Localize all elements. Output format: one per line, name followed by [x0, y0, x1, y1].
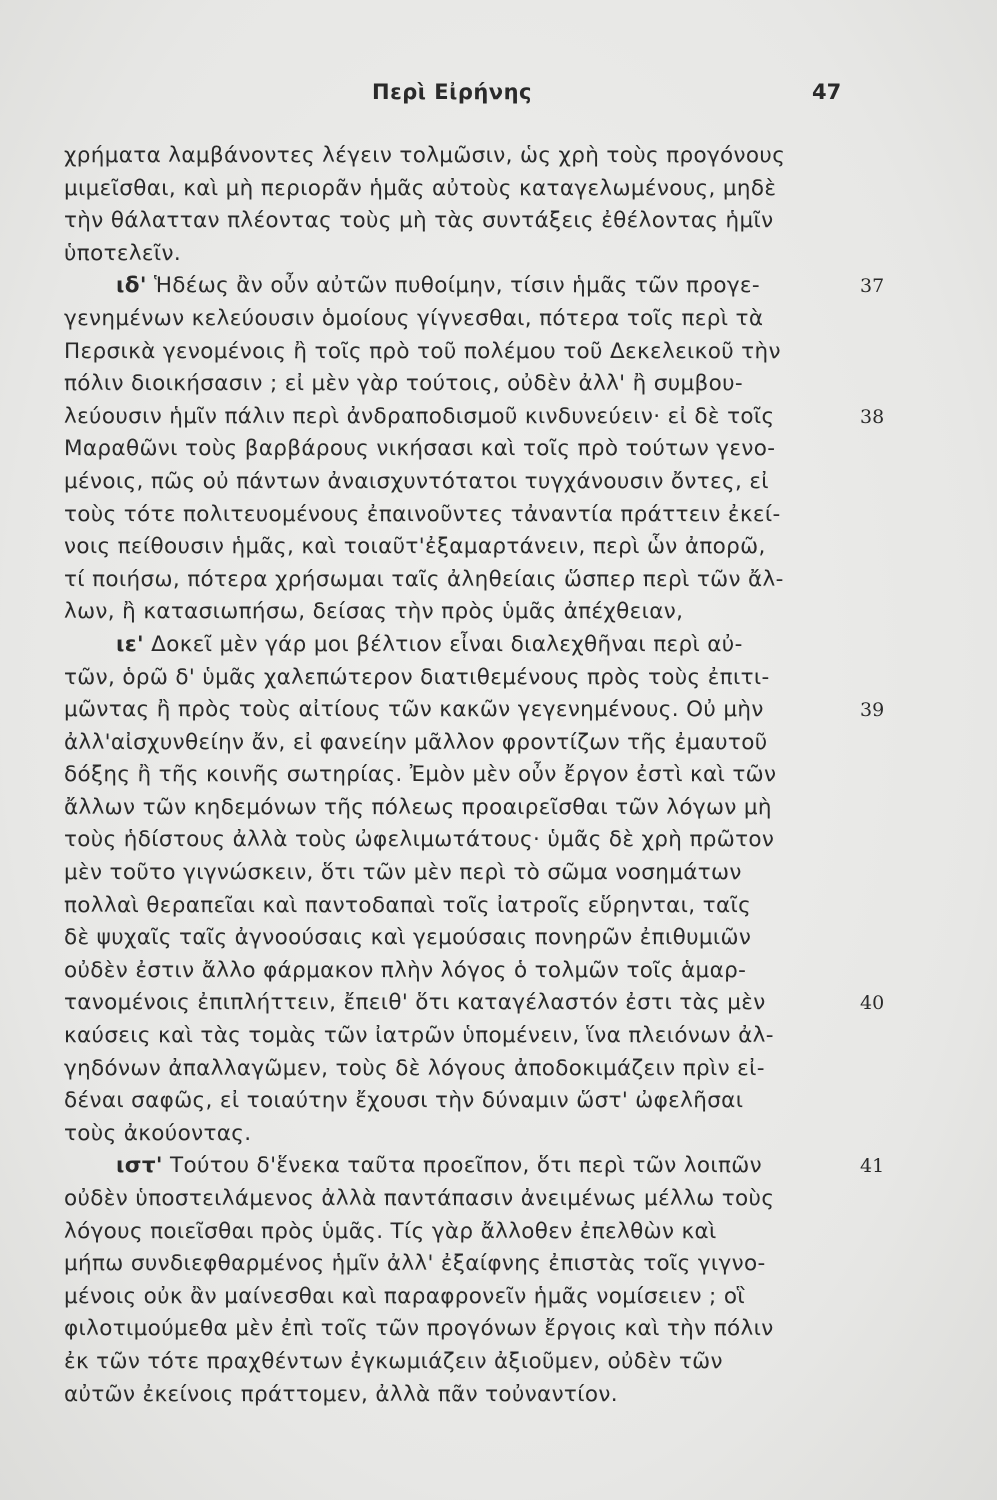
running-title: Περὶ Εἰρήνης — [372, 80, 533, 104]
text-line — [64, 1313, 854, 1346]
line-text: τί ποιήσω, πότερα χρήσωμαι ταῖς ἀληθείαις ὥσπερ περὶ τῶν ἄλ- — [64, 566, 784, 592]
text-line — [64, 629, 854, 662]
line-text: τανομένοις ἐπιπλήττειν, ἔπειθ' ὅτι καταγέλαστόν ἐστι τὰς μὲν — [64, 990, 766, 1016]
text-line — [64, 466, 854, 499]
line-text: μιμεῖσθαι, καὶ μὴ περιορᾶν ἡμᾶς αὐτοὺς καταγελωμένους, μηδὲ — [64, 175, 777, 201]
text-line — [64, 662, 854, 695]
line-text: δέναι σαφῶς, εἰ τοιαύτην ἔχουσι τὴν δύναμιν ὥστ' ὠφελῆσαι — [64, 1088, 744, 1114]
text-line — [64, 270, 885, 303]
line-text: νοις πείθουσιν ἡμᾶς, καὶ τοιαῦτ'ἐξαμαρτάνειν, περὶ ὧν ἀπορῶ, — [64, 534, 766, 560]
line-text: πολλαὶ θεραπεῖαι καὶ παντοδαπαὶ τοῖς ἰατροῖς εὕρηνται, ταῖς — [64, 892, 752, 918]
page-header — [0, 80, 997, 110]
section-marker: ιστ' — [116, 1153, 163, 1179]
text-line — [64, 922, 854, 955]
text-line — [64, 401, 885, 434]
line-text: τῶν, ὁρῶ δ' ὑμᾶς χαλεπώτερον διατιθεμένους πρὸς τοὺς ἐπιτι- — [64, 664, 770, 690]
line-text: τὴν θάλατταν πλέοντας τοὺς μὴ τὰς συντάξεις ἐθέλοντας ἡμῖν — [64, 208, 774, 234]
text-line — [64, 531, 854, 564]
text-line — [64, 1281, 854, 1314]
line-text: Τούτου δ'ἕνεκα ταῦτα προεῖπον, ὅτι περὶ τῶν λοιπῶν — [162, 1153, 762, 1179]
text-line — [64, 140, 854, 173]
text-line — [64, 433, 854, 466]
line-text: λεύουσιν ἡμῖν πάλιν περὶ ἀνδραποδισμοῦ κινδυνεύειν· εἰ δὲ τοῖς — [64, 403, 775, 429]
line-text: καύσεις καὶ τὰς τομὰς τῶν ἰατρῶν ὑπομένειν, ἵνα πλειόνων ἀλ- — [64, 1023, 774, 1049]
line-text: Μαραθῶνι τοὺς βαρβάρους νικήσασι καὶ τοῖς πρὸ τούτων γενο- — [64, 436, 776, 462]
text-line — [64, 1085, 854, 1118]
line-text: δὲ ψυχαῖς ταῖς ἀγνοούσαις καὶ γεμούσαις πονηρῶν ἐπιθυμιῶν — [64, 925, 752, 951]
margin-number: 39 — [860, 699, 885, 722]
margin-number: 41 — [860, 1155, 885, 1178]
line-text: χρήματα λαμβάνοντες λέγειν τολμῶσιν, ὡς χρὴ τοὺς προγόνους — [64, 143, 786, 168]
line-text: δόξης ἢ τῆς κοινῆς σωτηρίας. Ἐμὸν μὲν οὖν ἔργον ἐστὶ καὶ τῶν — [64, 762, 777, 788]
body-text — [64, 140, 885, 1411]
line-text: ὑποτελεῖν. — [64, 240, 182, 266]
line-text: τοὺς τότε πολιτευομένους ἐπαινοῦντες τἀναντία πράττειν ἐκεί- — [64, 501, 781, 527]
line-text: Δοκεῖ μὲν γάρ μοι βέλτιον εἶναι διαλεχθῆναι περὶ αὐ- — [143, 631, 743, 657]
text-line — [64, 1216, 854, 1249]
text-line — [64, 1379, 854, 1412]
line-text: ἐκ τῶν τότε πραχθέντων ἐγκωμιάζειν ἀξιοῦμεν, οὐδὲν τῶν — [64, 1348, 723, 1374]
text-line — [64, 792, 854, 825]
text-line — [64, 1183, 854, 1216]
line-text: Ἡδέως ἂν οὖν αὐτῶν πυθοίμην, τίσιν ἡμᾶς τῶν προγε- — [146, 273, 761, 299]
line-text: μένοις οὐκ ἂν μαίνεσθαι καὶ παραφρονεῖν ἡμᾶς νομίσειεν ; οἳ — [64, 1283, 745, 1309]
text-line — [64, 890, 854, 923]
line-text: λων, ἢ κατασιωπήσω, δείσας τὴν πρὸς ὑμᾶς ἀπέχθειαν, — [64, 599, 684, 625]
line-text: τοὺς ἀκούοντας. — [64, 1120, 252, 1146]
text-line — [64, 499, 854, 532]
line-text: γηδόνων ἀπαλλαγῶμεν, τοὺς δὲ λόγους ἀποδοκιμάζειν πρὶν εἰ- — [64, 1055, 765, 1081]
line-text: Περσικὰ γενομένοις ἢ τοῖς πρὸ τοῦ πολέμου τοῦ Δεκελεικοῦ τὴν — [64, 338, 781, 364]
text-line — [64, 303, 854, 336]
text-line — [64, 955, 854, 988]
text-line — [64, 824, 854, 857]
line-text: τοὺς ἡδίστους ἀλλὰ τοὺς ὠφελιμωτάτους· ὑμᾶς δὲ χρὴ πρῶτον — [64, 827, 775, 853]
line-text: λόγους ποιεῖσθαι πρὸς ὑμᾶς. Τίς γὰρ ἄλλοθεν ἐπελθὼν καὶ — [64, 1218, 717, 1244]
text-line — [64, 987, 885, 1020]
line-text: πόλιν διοικήσασιν ; εἰ μὲν γὰρ τούτοις, οὐδὲν ἀλλ' ἢ συμβου- — [64, 371, 744, 397]
text-line — [64, 596, 854, 629]
line-text: ἀλλ'αἰσχυνθείην ἄν, εἰ φανείην μᾶλλον φροντίζων τῆς ἐμαυτοῦ — [64, 729, 768, 755]
text-line — [64, 368, 854, 401]
text-line — [64, 336, 854, 369]
margin-number: 40 — [860, 992, 885, 1015]
line-text: οὐδὲν ἐστιν ἄλλο φάρμακον πλὴν λόγος ὁ τολμῶν τοῖς ἁμαρ- — [64, 957, 747, 983]
text-line — [64, 564, 854, 597]
margin-number: 37 — [860, 275, 885, 298]
line-text: μήπω συνδιεφθαρμένος ἡμῖν ἀλλ' ἐξαίφνης ἐπιστὰς τοῖς γιγνο- — [64, 1251, 766, 1277]
line-text: φιλοτιμούμεθα μὲν ἐπὶ τοῖς τῶν προγόνων ἔργοις καὶ τὴν πόλιν — [64, 1316, 774, 1342]
text-line — [64, 173, 854, 206]
text-line — [64, 1118, 854, 1151]
line-text: οὐδὲν ὑποστειλάμενος ἀλλὰ παντάπασιν ἀνειμένως μέλλω τοὺς — [64, 1186, 775, 1211]
line-text: μὲν τοῦτο γιγνώσκειν, ὅτι τῶν μὲν περὶ τὸ σῶμα νοσημάτων — [64, 860, 742, 886]
text-line — [64, 727, 854, 760]
text-line — [64, 857, 854, 890]
section-marker: ιε' — [116, 631, 144, 657]
line-text: ἄλλων τῶν κηδεμόνων τῆς πόλεως προαιρεῖσθαι τῶν λόγων μὴ — [64, 794, 772, 820]
page-number: 47 — [812, 80, 842, 104]
text-line — [64, 694, 885, 727]
margin-number: 38 — [860, 405, 885, 428]
line-text: μῶντας ἢ πρὸς τοὺς αἰτίους τῶν κακῶν γεγενημένους. Οὐ μὴν — [64, 697, 764, 723]
line-text: μένοις, πῶς οὐ πάντων ἀναισχυντότατοι τυγχάνουσιν ὄντες, εἰ — [64, 468, 769, 494]
text-line — [64, 1020, 854, 1053]
text-line — [64, 205, 854, 238]
text-line — [64, 1053, 854, 1086]
line-text: αὐτῶν ἐκείνοις πράττομεν, ἀλλὰ πᾶν τοὐναντίον. — [64, 1381, 618, 1407]
text-line — [64, 1346, 854, 1379]
section-marker: ιδ' — [116, 273, 147, 299]
text-line — [64, 238, 854, 271]
line-text: γενημένων κελεύουσιν ὁμοίους γίγνεσθαι, πότερα τοῖς περὶ τὰ — [64, 305, 764, 331]
text-line — [64, 759, 854, 792]
text-line — [64, 1248, 854, 1281]
text-line — [64, 1150, 885, 1183]
